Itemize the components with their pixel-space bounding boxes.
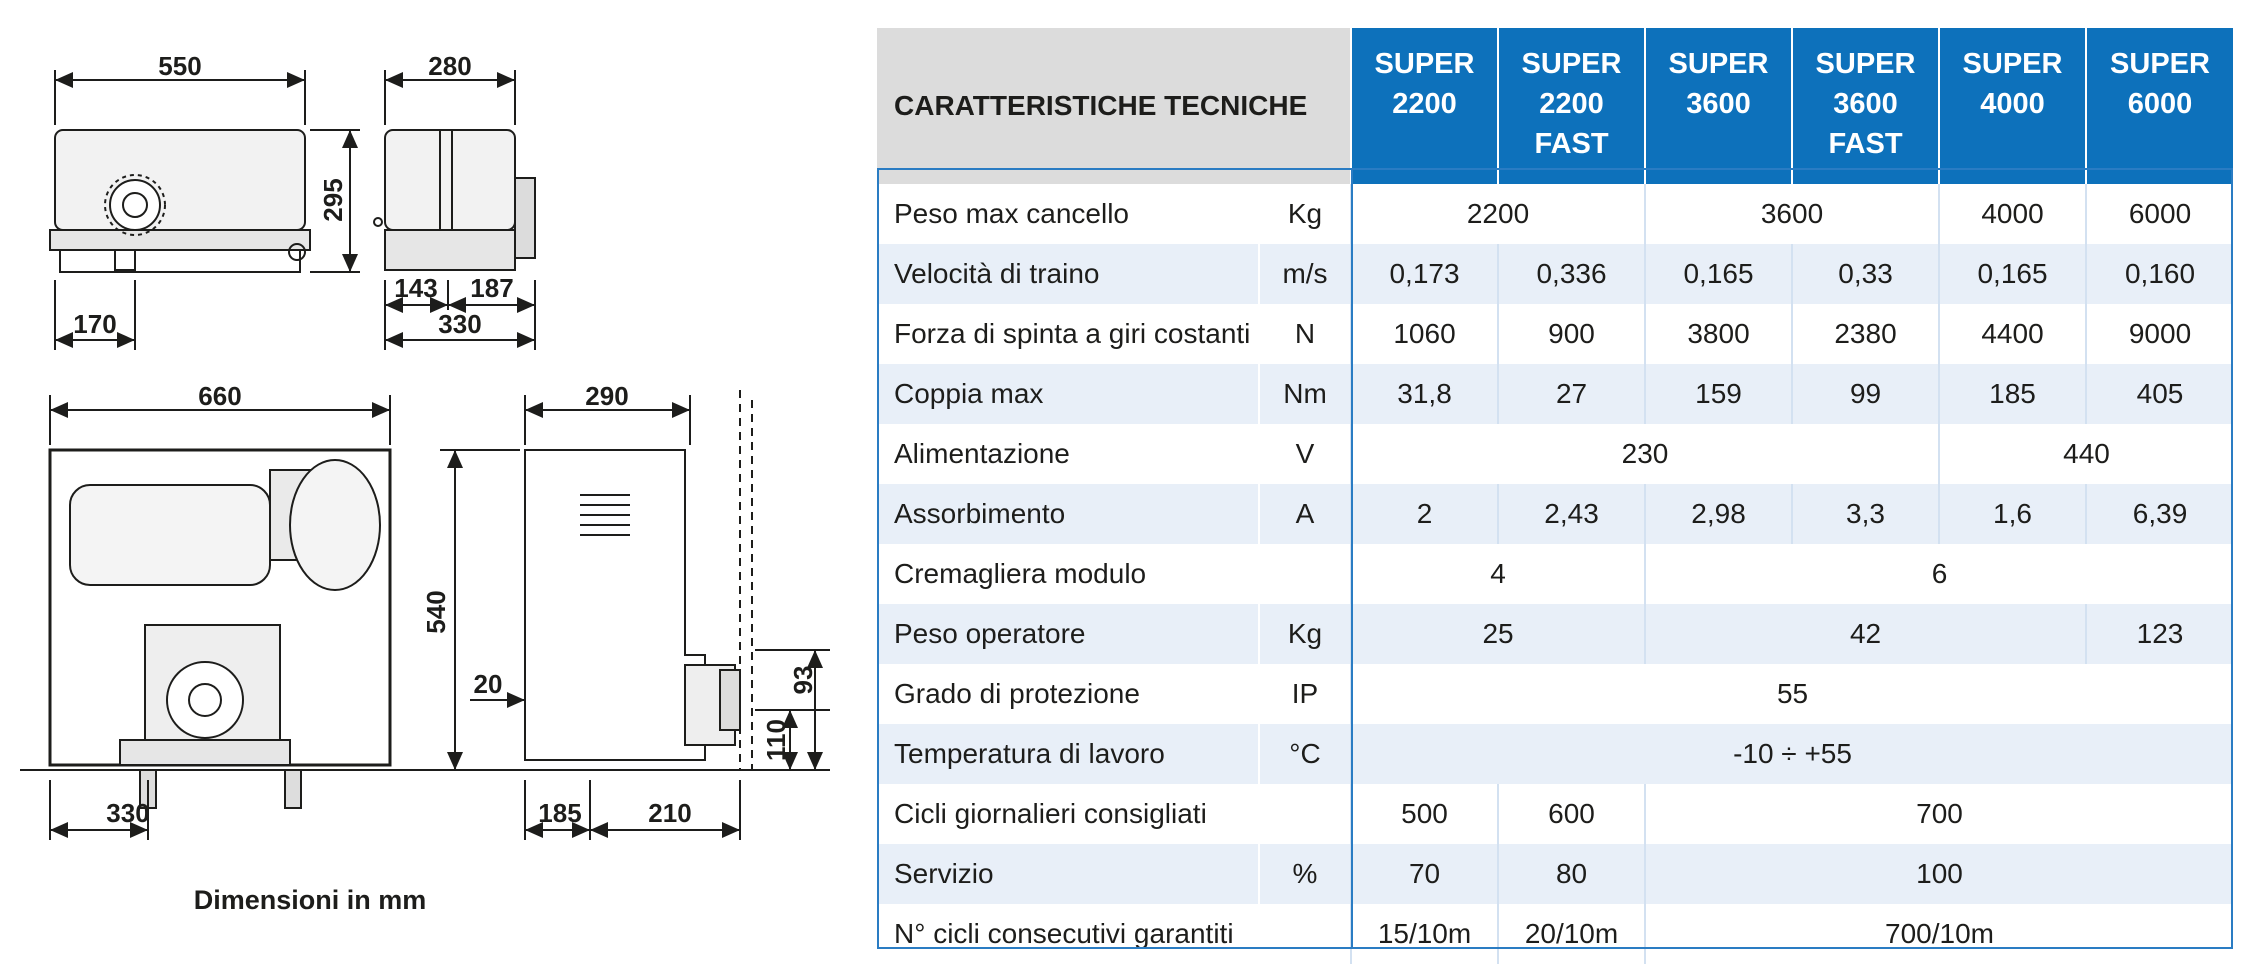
value-cell: 9000 <box>2086 304 2233 364</box>
table-row <box>877 664 2233 724</box>
dim-550: 550 <box>158 51 202 81</box>
value-cell: 3800 <box>1645 304 1792 364</box>
row-unit: A <box>1259 484 1351 544</box>
spec-table <box>877 28 2233 964</box>
value-cell: 440 <box>1939 424 2233 484</box>
value-cell: 2200 <box>1351 184 1645 244</box>
value-cell: 4400 <box>1939 304 2086 364</box>
table-row <box>877 184 2233 244</box>
dim-660: 660 <box>198 381 242 411</box>
value-cell: 900 <box>1498 304 1645 364</box>
model-line: 4000 <box>1980 88 2045 120</box>
value-cell: -10 ÷ +55 <box>1351 724 2233 784</box>
table-row <box>877 844 2233 904</box>
side-view-small <box>374 70 535 350</box>
value-cell: 55 <box>1351 664 2233 724</box>
value-cell: 6 <box>1645 544 2233 604</box>
value-cell: 405 <box>2086 364 2233 424</box>
model-line: FAST <box>1828 128 1903 160</box>
table-header-row <box>877 28 2233 184</box>
value-cell: 2 <box>1351 484 1498 544</box>
value-cell: 70 <box>1351 844 1498 904</box>
model-line: SUPER <box>1374 48 1475 80</box>
table-row <box>877 604 2233 664</box>
model-line: SUPER <box>1668 48 1769 80</box>
value-cell: 6,39 <box>2086 484 2233 544</box>
dim-20: 20 <box>473 669 503 699</box>
row-unit: m/s <box>1259 244 1351 304</box>
value-cell: 42 <box>1645 604 2086 664</box>
dim-330-top: 330 <box>438 309 482 339</box>
value-cell: 159 <box>1645 364 1792 424</box>
row-label: Forza di spinta a giri costanti <box>877 304 1259 364</box>
operator-drawings <box>0 0 860 971</box>
dim-187: 187 <box>470 273 514 303</box>
row-label: Coppia max <box>877 364 1259 424</box>
dim-210: 210 <box>648 798 692 828</box>
dim-295: 295 <box>318 178 348 222</box>
value-cell: 3600 <box>1645 184 1939 244</box>
row-label: Servizio <box>877 844 1259 904</box>
value-cell: 4 <box>1351 544 1645 604</box>
row-unit: °C <box>1259 724 1351 784</box>
row-unit <box>1259 784 1351 844</box>
row-unit: Nm <box>1259 364 1351 424</box>
row-label: Cremagliera modulo <box>877 544 1259 604</box>
table-row <box>877 544 2233 604</box>
dim-143: 143 <box>394 273 438 303</box>
value-cell: 31,8 <box>1351 364 1498 424</box>
model-line: 3600 <box>1833 88 1898 120</box>
dimensions-caption: Dimensioni in mm <box>193 885 427 915</box>
value-cell: 3,3 <box>1792 484 1939 544</box>
row-label: Grado di protezione <box>877 664 1259 724</box>
value-cell: 500 <box>1351 784 1498 844</box>
row-label: Assorbimento <box>877 484 1259 544</box>
value-cell: 0,336 <box>1498 244 1645 304</box>
row-label: Velocità di traino <box>877 244 1259 304</box>
row-unit: V <box>1259 424 1351 484</box>
model-header <box>1939 28 2086 184</box>
side-view-large <box>440 390 830 840</box>
technical-specifications <box>877 28 2233 949</box>
model-line: FAST <box>1534 128 1609 160</box>
value-cell: 0,33 <box>1792 244 1939 304</box>
value-cell: 2380 <box>1792 304 1939 364</box>
model-line: SUPER <box>1962 48 2063 80</box>
table-row <box>877 484 2233 544</box>
row-label: Peso operatore <box>877 604 1259 664</box>
model-line: 2200 <box>1539 88 1604 120</box>
row-label: Temperatura di lavoro <box>877 724 1259 784</box>
value-cell: 2,43 <box>1498 484 1645 544</box>
dim-290: 290 <box>585 381 629 411</box>
model-header <box>1498 28 1645 184</box>
model-header <box>2086 28 2233 184</box>
row-unit: N <box>1259 304 1351 364</box>
dim-330-bottom: 330 <box>106 798 150 828</box>
table-row <box>877 784 2233 844</box>
dimension-drawings <box>0 0 860 971</box>
model-header <box>1351 28 1498 184</box>
row-unit: % <box>1259 844 1351 904</box>
model-line: 6000 <box>2127 88 2193 120</box>
value-cell: 123 <box>2086 604 2233 664</box>
value-cell: 600 <box>1498 784 1645 844</box>
value-cell: 25 <box>1351 604 1645 664</box>
model-line: 2200 <box>1392 88 1457 120</box>
value-cell: 2,98 <box>1645 484 1792 544</box>
value-cell: 15/10m <box>1351 904 1498 964</box>
spec-table-body <box>877 184 2233 964</box>
row-label: Cicli giornalieri consigliati <box>877 784 1259 844</box>
value-cell: 80 <box>1498 844 1645 904</box>
dim-110: 110 <box>761 719 791 761</box>
value-cell: 6000 <box>2086 184 2233 244</box>
table-row <box>877 424 2233 484</box>
model-header <box>1645 28 1792 184</box>
model-line: SUPER <box>1815 48 1916 80</box>
row-unit: Kg <box>1259 184 1351 244</box>
dim-280: 280 <box>428 51 472 81</box>
value-cell: 700 <box>1645 784 2233 844</box>
row-label: Alimentazione <box>877 424 1259 484</box>
value-cell: 185 <box>1939 364 2086 424</box>
table-row <box>877 724 2233 784</box>
dim-185: 185 <box>538 798 582 828</box>
table-row <box>877 904 2233 964</box>
value-cell: 1060 <box>1351 304 1498 364</box>
value-cell: 0,165 <box>1645 244 1792 304</box>
table-row <box>877 364 2233 424</box>
model-line: 3600 <box>1686 88 1751 120</box>
model-line: SUPER <box>2110 48 2210 80</box>
row-unit: Kg <box>1259 604 1351 664</box>
row-label: Peso max cancello <box>877 184 1259 244</box>
value-cell: 230 <box>1351 424 1939 484</box>
row-label: N° cicli consecutivi garantiti <box>877 904 1259 964</box>
table-title: CARATTERISTICHE TECNICHE <box>877 28 1351 184</box>
value-cell: 0,165 <box>1939 244 2086 304</box>
dim-93: 93 <box>788 665 818 695</box>
dim-540: 540 <box>421 590 451 634</box>
table-row <box>877 244 2233 304</box>
row-unit <box>1259 904 1351 964</box>
value-cell: 20/10m <box>1498 904 1645 964</box>
model-line: SUPER <box>1521 48 1622 80</box>
value-cell: 1,6 <box>1939 484 2086 544</box>
value-cell: 100 <box>1645 844 2233 904</box>
front-view-small <box>50 70 360 350</box>
value-cell: 0,160 <box>2086 244 2233 304</box>
row-unit <box>1259 544 1351 604</box>
value-cell: 0,173 <box>1351 244 1498 304</box>
value-cell: 4000 <box>1939 184 2086 244</box>
value-cell: 27 <box>1498 364 1645 424</box>
table-row <box>877 304 2233 364</box>
model-header <box>1792 28 1939 184</box>
row-unit: IP <box>1259 664 1351 724</box>
value-cell: 700/10m <box>1645 904 2233 964</box>
dim-170: 170 <box>73 309 117 339</box>
value-cell: 99 <box>1792 364 1939 424</box>
